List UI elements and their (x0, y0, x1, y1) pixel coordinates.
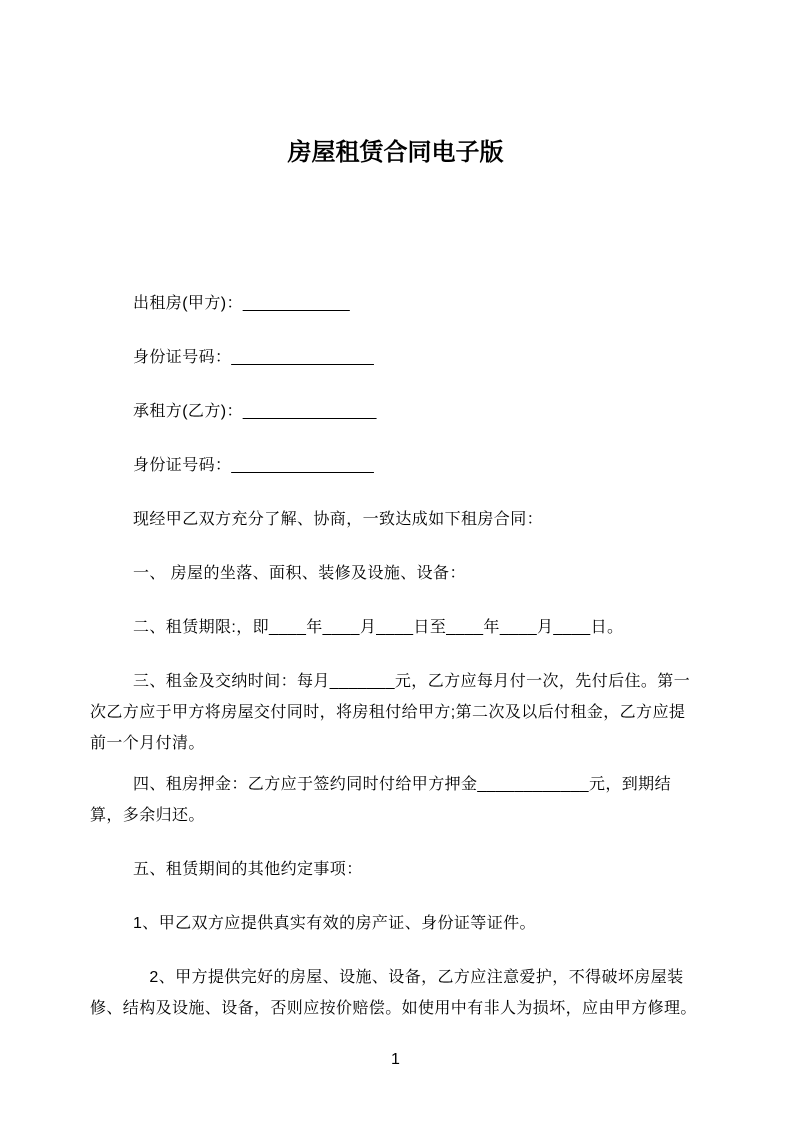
clause-1-premises: 一、 房屋的坐落、面积、装修及设施、设备： (133, 565, 466, 582)
field-lessee-label: 承租方(乙方)： (133, 403, 243, 420)
item-2-maintenance: 2、甲方提供完好的房屋、设施、设备，乙方应注意爱护，不得破坏房屋装修、结构及设施、设备，否则应按价赔偿。如使用中有非人为损坏，应由甲方修理。 (90, 969, 697, 1017)
field-lessor-id-blank: ________________ (231, 349, 374, 366)
field-lessor-line (90, 288, 701, 319)
field-lessee-id-label: 身份证号码： (133, 457, 232, 474)
clause-5-other-matters: 五、租赁期间的其他约定事项： (133, 861, 363, 878)
clause-2-lease-term: 二、租赁期限:，即____年____月____日至____年____月____日。 (133, 619, 624, 636)
paragraph-intro: 现经甲乙双方充分了解、协商，一致达成如下租房合同： (133, 511, 544, 528)
field-lessee-line (90, 396, 701, 427)
field-lessor-id-line (90, 342, 701, 373)
clause-4-deposit: 四、租房押金：乙方应于签约同时付给甲方押金____________元，到期结算，多余归还。 (90, 776, 671, 824)
clause-3-rent-payment: 三、租金及交纳时间：每月_______元，乙方应每月付一次，先付后住。第一次乙方应于甲方将房屋交付同时，将房租付给甲方;第二次及以后付租金，乙方应提前一个月付清。 (90, 673, 691, 752)
field-lessee-blank: _______________ (242, 403, 377, 420)
document-title: 房屋租赁合同电子版 (287, 139, 504, 166)
field-lessor-blank: ____________ (242, 295, 350, 312)
field-lessee-id-blank: ________________ (231, 457, 374, 474)
field-lessor-id-label: 身份证号码： (133, 349, 232, 366)
page-number: 1 (391, 1051, 400, 1068)
field-lessor-label: 出租房(甲方)： (133, 295, 243, 312)
item-1-certificates: 1、甲乙双方应提供真实有效的房产证、身份证等证件。 (133, 915, 536, 932)
field-lessee-id-line (90, 450, 701, 481)
